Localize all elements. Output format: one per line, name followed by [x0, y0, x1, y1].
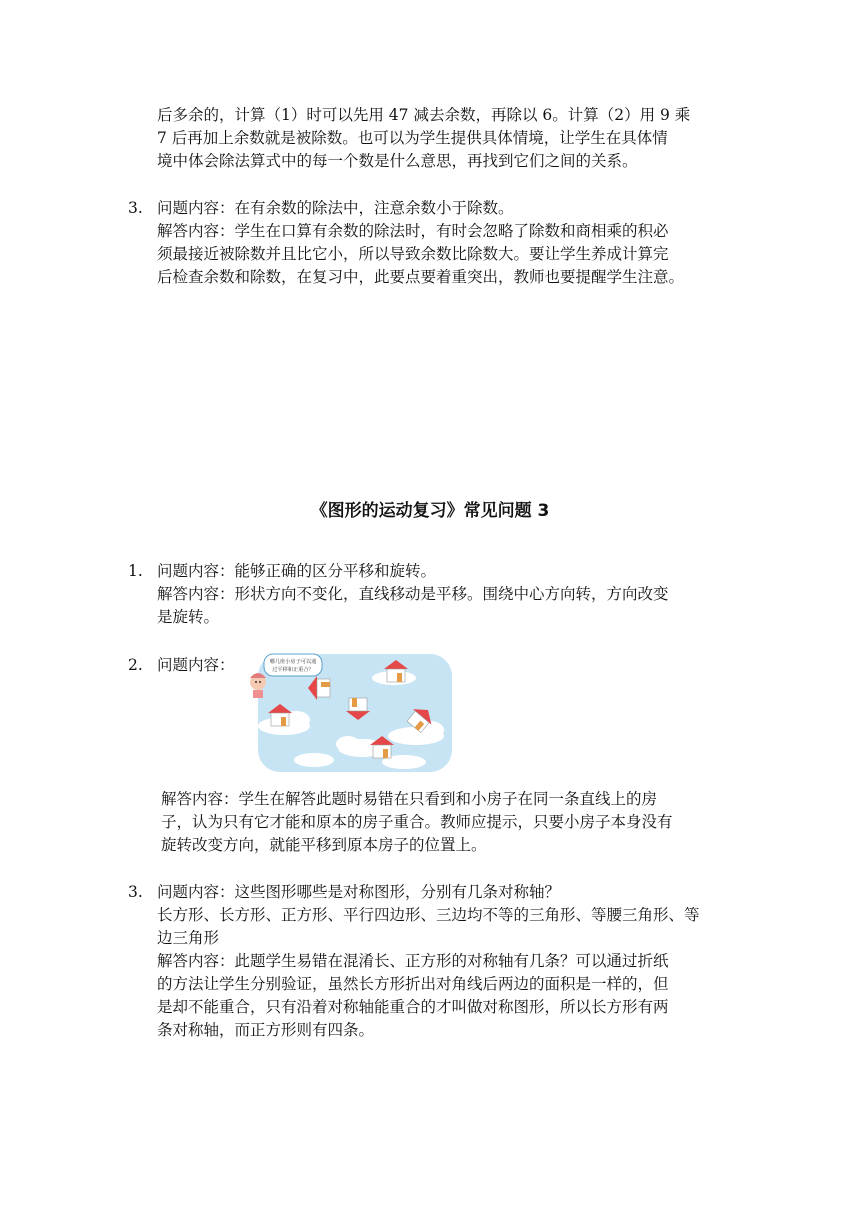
houses-figure-svg [244, 648, 454, 776]
text-line: 7 后再加上余数就是被除数。也可以为学生提供具体情境，让学生在具体情 [157, 129, 668, 147]
item-number: 1. [128, 562, 143, 580]
item-number: 2. [128, 656, 143, 674]
houses-illustration [244, 648, 454, 776]
question-text: 问题内容： [157, 656, 235, 674]
answer-line: 旋转改变方向，就能平移到原本房子的位置上。 [161, 836, 487, 854]
shapes-line: 边三角形 [157, 929, 220, 947]
answer-line: 是却不能重合，只有沿着对称轴能重合的才叫做对称图形，所以长方形有两 [157, 998, 669, 1016]
item-number: 3. [128, 883, 143, 901]
bubble-line: 过平移和正重合？ [272, 667, 314, 673]
answer-line: 解答内容：此题学生易错在混淆长、正方形的对称轴有几条？可以通过折纸 [157, 952, 669, 970]
answer-line: 后检查余数和除数，在复习中，此要点要着重突出，教师也要提醒学生注意。 [157, 268, 685, 286]
question-text: 问题内容：在有余数的除法中，注意余数小于除数。 [157, 199, 514, 217]
shapes-line: 长方形、长方形、正方形、平行四边形、三边均不等的三角形、等腰三角形、等 [157, 906, 700, 924]
section-title: 《图形的运动复习》常见问题 3 [310, 501, 550, 521]
item-2-answer [161, 788, 737, 857]
answer-line: 子，认为只有它才能和原本的房子重合。教师应提示，只要小房子本身没有 [161, 813, 673, 831]
answer-line: 的方法让学生分别验证，虽然长方形折出对角线后两边的面积是一样的，但 [157, 975, 669, 993]
answer-line: 条对称轴，而正方形则有四条。 [157, 1021, 375, 1039]
answer-line: 解答内容：形状方向不变化，直线移动是平移。围绕中心方向转，方向改变 [157, 585, 669, 603]
text-line: 境中体会除法算式中的每一个数是什么意思，再找到它们之间的关系。 [157, 152, 638, 170]
item-3 [157, 881, 737, 1042]
speech-bubble [264, 654, 322, 676]
answer-line: 解答内容：学生在口算有余数的除法时，有时会忽略了除数和商相乘的积必 [157, 222, 669, 240]
answer-line: 解答内容：学生在解答此题时易错在只看到和小房子在同一条直线上的房 [161, 790, 658, 808]
answer-line: 是旋转。 [157, 608, 220, 626]
continuation-paragraph [157, 104, 737, 173]
item-1 [157, 560, 737, 629]
item-number: 3. [128, 199, 143, 217]
prev-item-3 [157, 197, 737, 289]
bubble-line: 哪几座小房子可以通 [269, 659, 317, 665]
text-line: 后多余的，计算（1）时可以先用 47 减去余数，再除以 6。计算（2）用 9 乘 [157, 106, 691, 124]
question-text: 问题内容：这些图形哪些是对称图形，分别有几条对称轴？ [157, 883, 561, 901]
answer-line: 须最接近被除数并且比它小，所以导致余数比除数大。要让学生养成计算完 [157, 245, 669, 263]
question-text: 问题内容：能够正确的区分平移和旋转。 [157, 562, 437, 580]
